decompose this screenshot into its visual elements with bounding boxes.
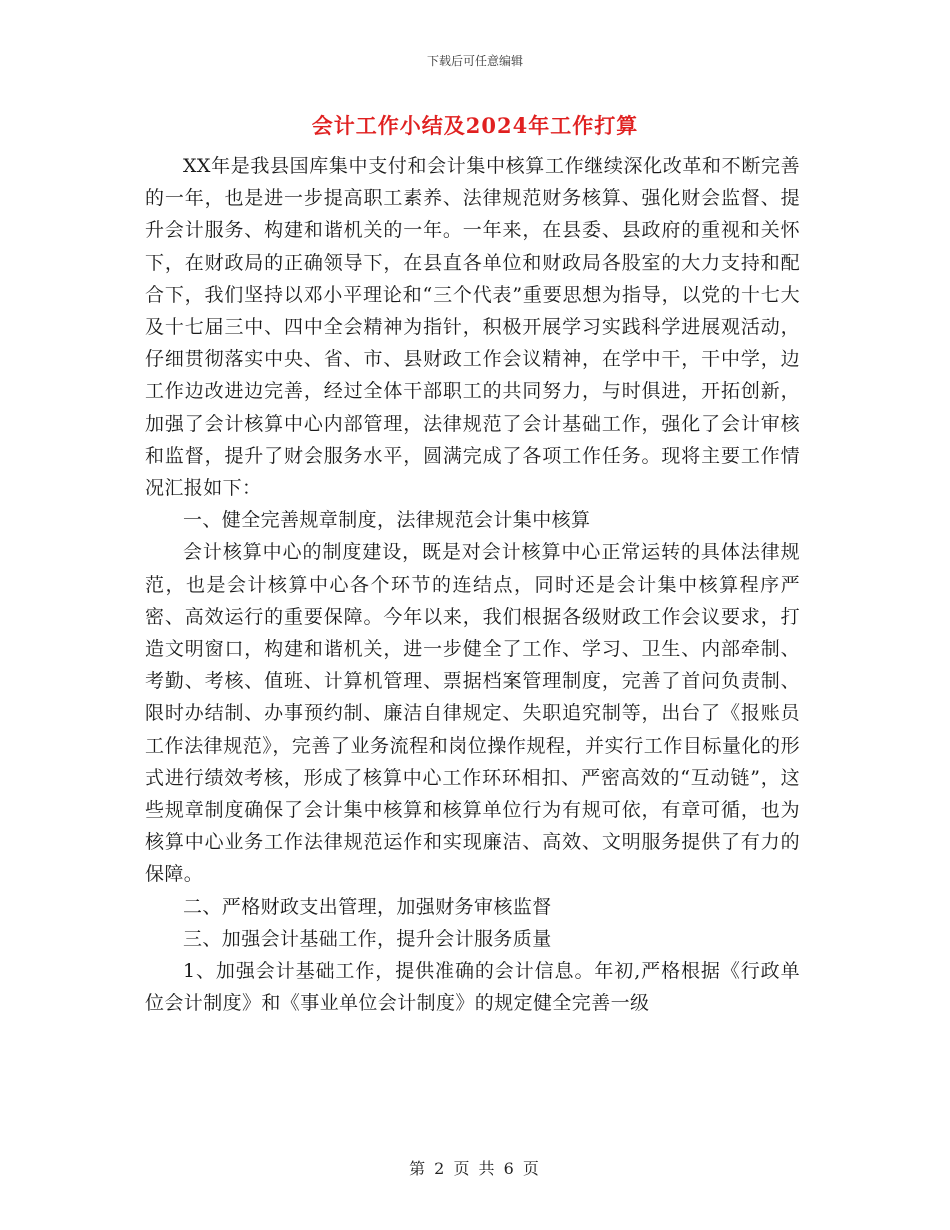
page-footer: 第 2 页 共 6 页 — [409, 1159, 541, 1178]
section-heading: 二、严格财政支出管理，加强财务审核监督 — [183, 895, 552, 918]
document-body — [145, 150, 800, 1019]
section-heading: 一、健全完善规章制度，法律规范会计集中核算 — [183, 509, 591, 532]
paragraph: XX年是我县国库集中支付和会计集中核算工作继续深化改革和不断完善的一年，也是进一步提高职工素养、法律规范财务核算、强化财会监督、提升会计服务、构建和谐机关的一年。一年来，在县委、县政府的重视和关怀下，在财政局的正确领导下，在县直各单位和财政局各股室的大力支持和配合下，我们坚持以邓小平理论和“三个代表”重要思想为指导，以党的十七大及十七届三中、四中全会精神为指针，积极开展学习实践科学进展观活动，仔细贯彻落实中央、省、市、县财政工作会议精神，在学中干，干中学，边工作边改进边完善，经过全体干部职工的共同努力，与时俱进，开拓创新，加强了会计核算中心内部管理，法律规范了会计基础工作，强化了会计审核和监督，提升了财会服务水平，圆满完成了各项工作任务。现将主要工作情况汇报如下： — [145, 155, 800, 500]
paragraph: 1、加强会计基础工作，提供准确的会计信息。年初,严格根据《行政单位会计制度》和《事业单位会计制度》的规定健全完善一级 — [145, 960, 800, 1015]
section-heading: 三、加强会计基础工作，提升会计服务质量 — [183, 927, 552, 950]
paragraph: 会计核算中心的制度建设，既是对会计核算中心正常运转的具体法律规范，也是会计核算中心各个环节的连结点，同时还是会计集中核算程序严密、高效运行的重要保障。今年以来，我们根据各级财政工作会议要求，打造文明窗口，构建和谐机关，进一步健全了工作、学习、卫生、内部牵制、考勤、考核、值班、计算机管理、票据档案管理制度，完善了首问负责制、限时办结制、办事预约制、廉洁自律规定、失职追究制等，出台了《报账员工作法律规范》，完善了业务流程和岗位操作规程，并实行工作目标量化的形式进行绩效考核，形成了核算中心工作环环相扣、严密高效的“互动链”，这些规章制度确保了会计集中核算和核算单位行为有规可依，有章可循，也为核算中心业务工作法律规范运作和实现廉洁、高效、文明服务提供了有力的保障。 — [145, 541, 800, 886]
header-note: 下载后可任意编辑 — [426, 54, 523, 68]
document-title: 会计工作小结及2024年工作打算 — [311, 113, 639, 138]
